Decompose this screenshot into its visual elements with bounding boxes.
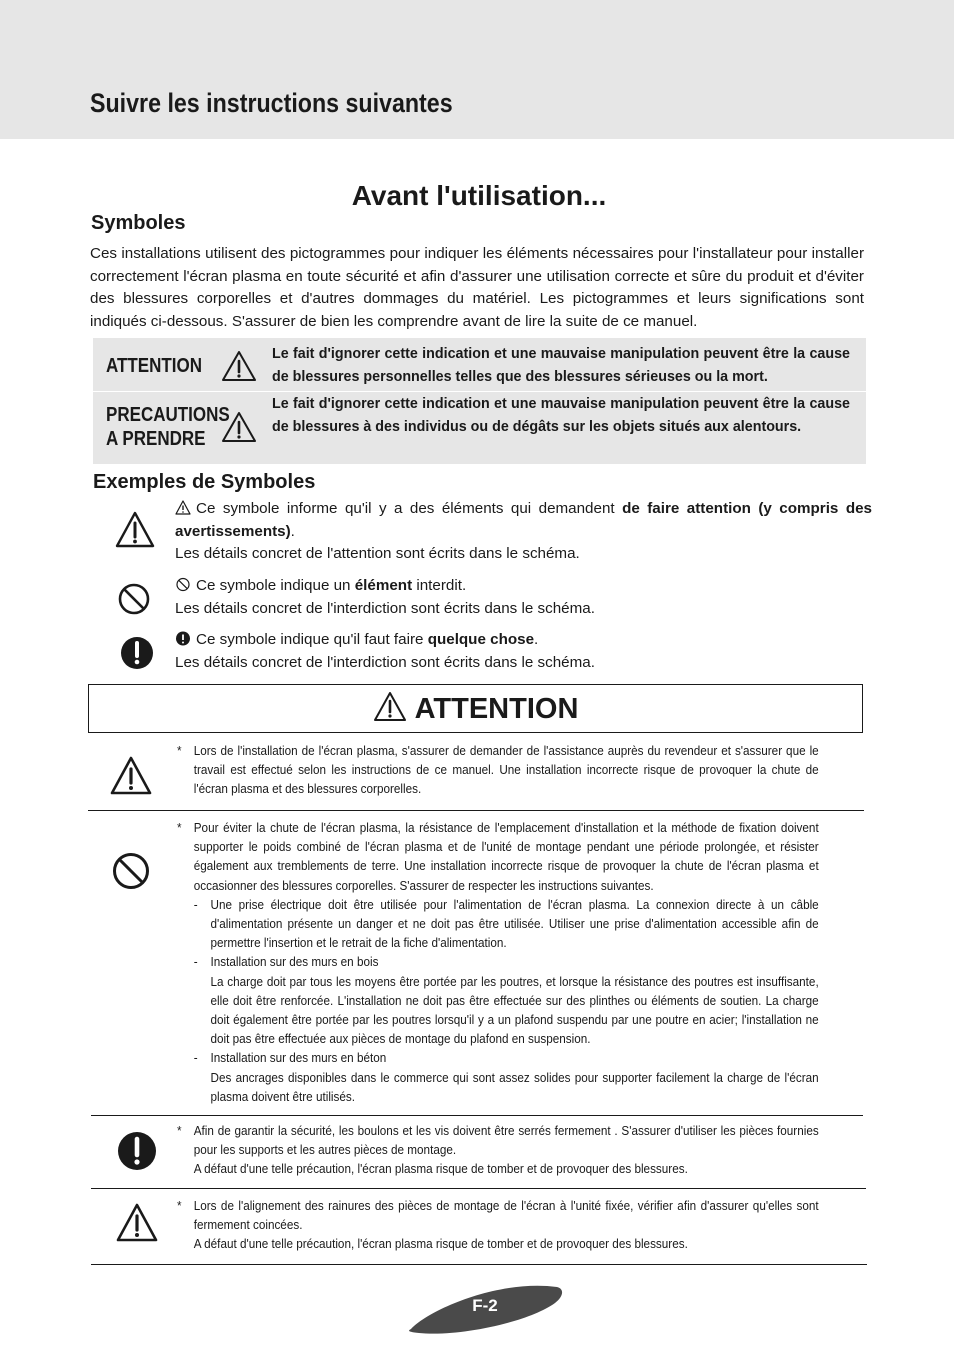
examples-heading: Exemples de Symboles bbox=[93, 471, 316, 493]
legend-row-attention bbox=[93, 338, 866, 392]
small-warning-triangle-icon bbox=[175, 500, 191, 515]
legend-label-precautions: PRECAUTIONS A PRENDRE bbox=[106, 404, 230, 450]
example-prohibition-text: Ce symbole indique un élément interdit. Les détails concret de l'interdiction sont écrits dans le schéma. bbox=[175, 577, 595, 617]
warning-triangle-icon bbox=[373, 691, 407, 722]
legend-text-precautions: Le fait d'ignorer cette indication et une mauvaise manipulation peuvent être la cause de blessures à des individus ou de dégâts sur les objets situés aux alentours. bbox=[272, 396, 850, 435]
divider bbox=[88, 810, 864, 811]
mandatory-exclamation-icon bbox=[116, 1130, 158, 1172]
divider bbox=[91, 1115, 863, 1116]
divider bbox=[91, 1188, 866, 1189]
warning-triangle-icon bbox=[221, 350, 257, 382]
attention-title: ATTENTION bbox=[414, 693, 579, 725]
small-prohibition-icon bbox=[175, 577, 191, 592]
small-mandatory-icon bbox=[175, 631, 191, 646]
attention-item-bolts-screws: * Afin de garantir la sécurité, les boulons et les vis doivent être serrés fermement . S'assurer d'utiliser les pièces fournies pour les supports et les autres pièces de montage. A défaut d'une telle précaution, l'écran plasma risque de tomber et de provoquer des blessures. bbox=[177, 1124, 819, 1177]
symbols-intro: Ces installations utilisent des pictogrammes pour indiquer les éléments nécessaires pour l'installateur pour installer correctement l'écran plasma en toute sécurité et afin d'assurer une utilisation correcte et sûre du produit et d'éviter des blessures corporelles et d'autres dommages du matériel. Les pictogrammes et leurs significations sont indiqués ci-dessous. S'assurer de bien les comprendre avant de lire la suite de ce manuel. bbox=[90, 245, 864, 330]
warning-triangle-icon bbox=[221, 411, 257, 443]
attention-item-installation-assistance: * Lors de l'installation de l'écran plasma, s'assurer de demander de l'assistance auprès du revendeur et s'assurer que le travail est effectué selon les instructions de ce manuel. Une installation incorrecte risque de provoquer la chute de l'écran plasma et des blessures corporelles. bbox=[177, 744, 819, 797]
divider bbox=[91, 1264, 867, 1265]
main-title: Avant l'utilisation... bbox=[351, 180, 607, 211]
example-mandatory-text: Ce symbole indique qu'il faut faire quelque chose. Les détails concret de l'interdiction sont écrits dans le schéma. bbox=[175, 631, 595, 671]
warning-triangle-icon bbox=[109, 755, 153, 797]
mandatory-exclamation-icon bbox=[119, 635, 155, 671]
attention-item-grooves-alignment: * Lors de l'alignement des rainures des pièces de montage de l'écran à l'unité fixée, vérifier afin d'assurer qu'elles sont fermement coincées. A défaut d'une telle précaution, l'écran plasma risque de tomber et de provoquer des blessures. bbox=[177, 1199, 819, 1252]
example-warning-text: Ce symbole informe qu'il y a des éléments qui demandent de faire attention (y compris des avertissements). Les détails concret de l'attention sont écrits dans le schéma. bbox=[175, 500, 873, 562]
prohibition-icon bbox=[115, 580, 153, 618]
prohibition-icon bbox=[110, 850, 152, 892]
legend-text-attention: Le fait d'ignorer cette indication et une mauvaise manipulation peuvent être la cause de blessures personnelles telles que des blessures sérieuses ou la mort. bbox=[272, 346, 850, 385]
warning-triangle-icon bbox=[115, 1202, 159, 1244]
symbol-legend-table bbox=[93, 338, 866, 464]
warning-triangle-icon bbox=[114, 510, 156, 550]
attention-title-box bbox=[88, 684, 863, 733]
legend-label-attention: ATTENTION bbox=[106, 355, 203, 377]
symbols-heading: Symboles bbox=[91, 212, 186, 234]
attention-item-fixing-strength: * Pour éviter la chute de l'écran plasma, la résistance de l'emplacement d'installation et la méthode de fixation doivent supporter le poids combiné de l'écran plasma et de l'unité de montage pendant une période prolongée, et résister également aux tremblements de terre. Une installation incorrecte risque de provoquer la chute de l'écran plasma et occasionner des blessures corporelles. S'assurer de respecter les instructions suivantes. - Une prise électrique doit être utilisée pour l'alimentation de l'écran plasma. La connexion directe à un câble d'alimentation présente un danger et ne doit pas être utilisée. Utiliser une prise d'alimentation accessible afin de permettre l'insertion et le retrait de la fiche d'alimentation. - Installation sur des murs en bois La charge doit par tous les moyens être portée par les poutres, et lorsque la résistance des poutres est insuffisante, elle doit être renforcée. L'installation ne doit pas être effectuée sur des plinthes ou éléments de soutien. La charge doit également être portée par les poutres lorsqu'il y a un plafond suspendu par une poutre en acier; l'installation ne doit pas être effectuée aux pièces de montage du plafond en suspension. - Installation sur des murs en béton Des ancrages disponibles dans le commerce qui sont assez solides pour supporter facilement la charge de l'écran plasma doivent être utilisés. bbox=[177, 821, 819, 1104]
page-number: F-2 bbox=[472, 1296, 498, 1315]
legend-row-precautions bbox=[93, 393, 866, 464]
page-header-title: Suivre les instructions suivantes bbox=[90, 88, 453, 118]
